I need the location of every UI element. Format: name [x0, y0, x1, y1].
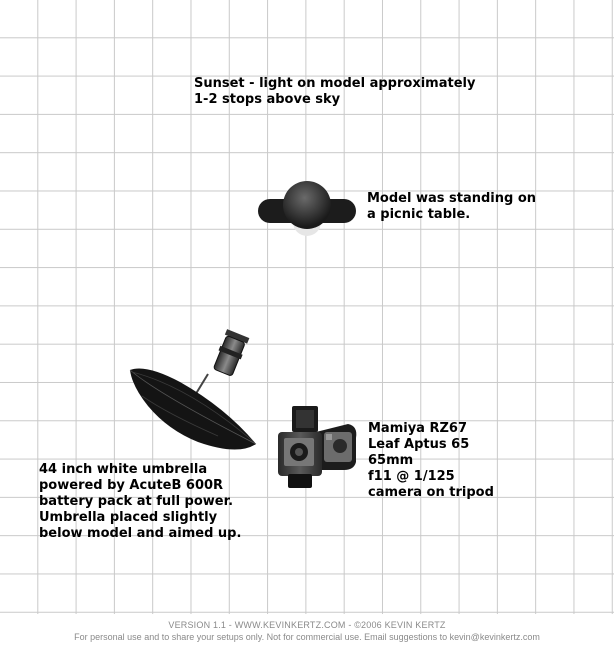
sky-note: Sunset - light on model approximately 1-2 stops above sky [194, 76, 476, 107]
camera-icon [278, 404, 360, 490]
model-note: Model was standing on a picnic table. [367, 191, 537, 222]
model-icon [256, 178, 358, 238]
umbrella-note: 44 inch white umbrella powered by AcuteB 600R battery pack at full power. Umbrella placed slightly below model and aimed up. [39, 462, 242, 541]
camera-note: Mamiya RZ67 Leaf Aptus 65 65mm f11 @ 1/125 camera on tripod [368, 421, 494, 500]
umbrella-light-icon [128, 324, 258, 454]
footer-usage-line: For personal use and to share your setups only. Not for commercial use. Email suggestions to kevin@kevinkertz.com [74, 632, 540, 642]
footer-version-line: VERSION 1.1 - WWW.KEVINKERTZ.COM - ©2006 KEVIN KERTZ [168, 620, 446, 630]
